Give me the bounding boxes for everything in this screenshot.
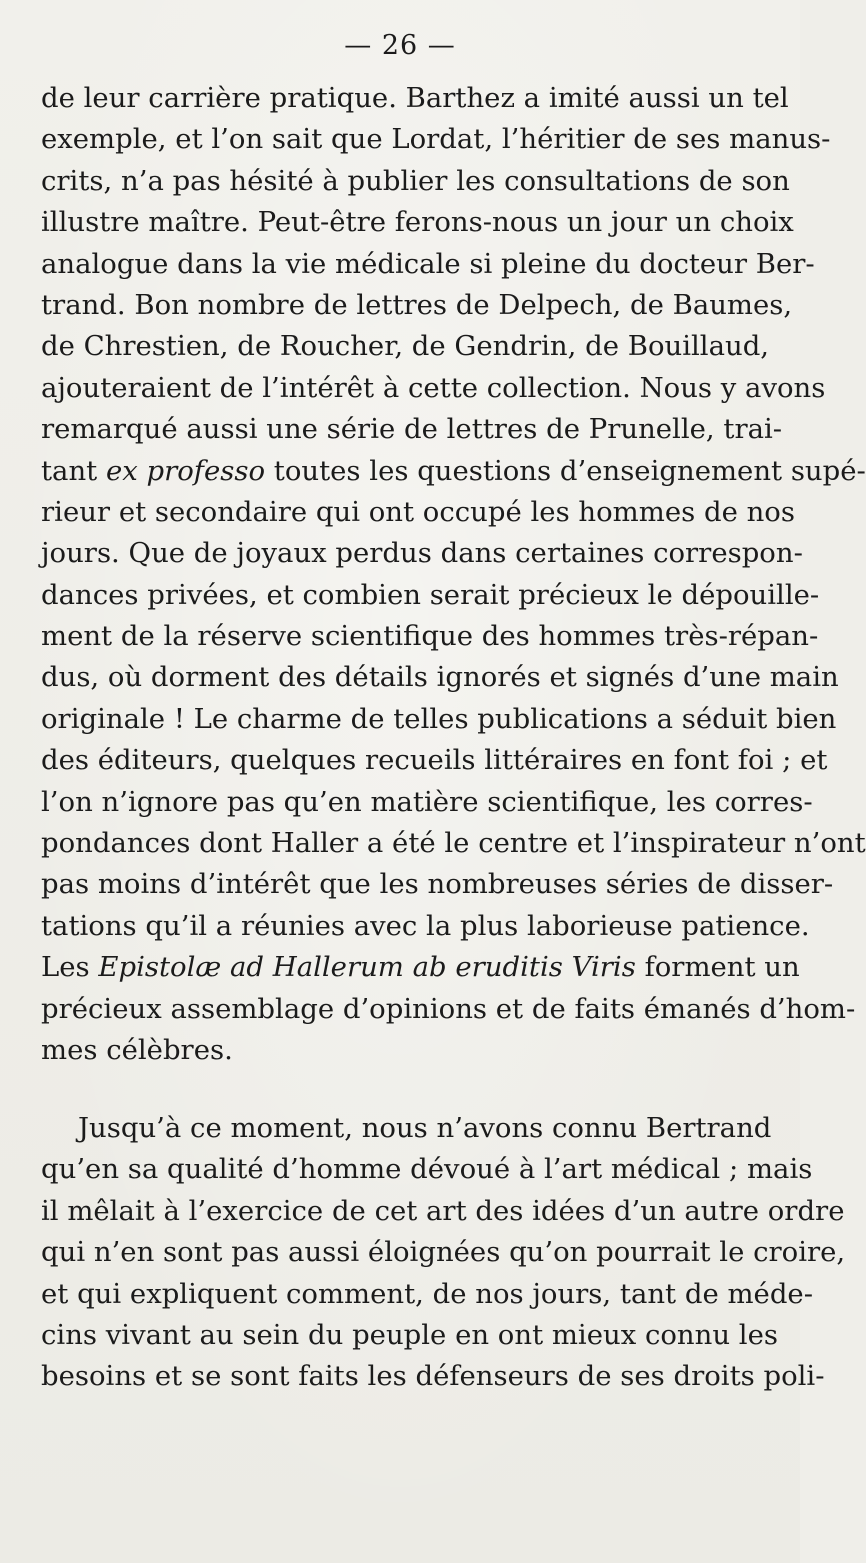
text-line: jours. Que de joyaux perdus dans certaines correspon- [41, 537, 803, 570]
text-line: pas moins d’intérêt que les nombreuses séries de disser- [41, 868, 834, 901]
text-line-with-italic [41, 947, 800, 988]
page-number: — 26 — [344, 30, 456, 61]
text-line: trand. Bon nombre de lettres de Delpech, de Baumes, [41, 288, 793, 321]
text-line: l’on n’ignore pas qu’en matière scientifique, les corres- [41, 785, 813, 818]
text-line: analogue dans la vie médicale si pleine du docteur Ber- [41, 247, 815, 280]
text-line: originale ! Le charme de telles publications a séduit bien [41, 702, 837, 735]
text-line: ment de la réserve scientifique des hommes très-répan- [41, 620, 819, 653]
text-line: cins vivant au sein du peuple en ont mieux connu les [41, 1318, 778, 1351]
text-line: Jusqu’à ce moment, nous n’avons connu Bertrand [78, 1112, 772, 1144]
text-line: des éditeurs, quelques recueils littéraires en font foi ; et [41, 744, 828, 777]
paragraph-2 [41, 1108, 846, 1398]
text-line: qu’en sa qualité d’homme dévoué à l’art médical ; mais [41, 1153, 813, 1186]
italic-phrase: ex professo [105, 454, 266, 487]
text-segment: tant [41, 454, 106, 487]
text-segment: toutes les questions d’enseignement supé- [265, 454, 866, 487]
text-line: précieux assemblage d’opinions et de faits émanés d’hom- [41, 992, 856, 1025]
text-line: pondances dont Haller a été le centre et l’inspirateur n’ont [41, 827, 866, 860]
text-segment: Les [41, 951, 99, 984]
text-line: de Chrestien, de Roucher, de Gendrin, de Bouillaud, [41, 330, 770, 363]
text-line: exemple, et l’on sait que Lordat, l’héritier de ses manus- [41, 123, 831, 156]
text-segment: forment un [635, 951, 800, 984]
text-line: de leur carrière pratique. Barthez a imité aussi un tel [41, 82, 789, 114]
text-line: et qui expliquent comment, de nos jours, tant de méde- [41, 1277, 813, 1310]
text-line: crits, n’a pas hésité à publier les consultations de son [41, 164, 790, 197]
paragraph-1 [41, 78, 866, 1071]
text-line: besoins et se sont faits les défenseurs de ses droits poli- [41, 1360, 825, 1393]
italic-title: Epistolæ ad Hallerum ab eruditis Viris [98, 951, 636, 984]
text-line: rieur et secondaire qui ont occupé les hommes de nos [41, 495, 795, 528]
text-line: mes célèbres. [41, 1033, 233, 1066]
text-line: illustre maître. Peut-être ferons-nous un jour un choix [41, 206, 794, 239]
text-line: remarqué aussi une série de lettres de Prunelle, trai- [41, 413, 783, 446]
text-line: qui n’en sont pas aussi éloignées qu’on pourrait le croire, [41, 1236, 846, 1269]
text-line: dus, où dorment des détails ignorés et signés d’une main [41, 661, 839, 694]
text-line: il mêlait à l’exercice de cet art des idées d’un autre ordre [41, 1194, 845, 1227]
text-line-with-italic [41, 451, 866, 492]
text-line: tations qu’il a réunies avec la plus laborieuse patience. [41, 909, 810, 942]
text-line: dances privées, et combien serait précieux le dépouille- [41, 578, 820, 611]
text-line: ajouteraient de l’intérêt à cette collection. Nous y avons [41, 371, 826, 404]
